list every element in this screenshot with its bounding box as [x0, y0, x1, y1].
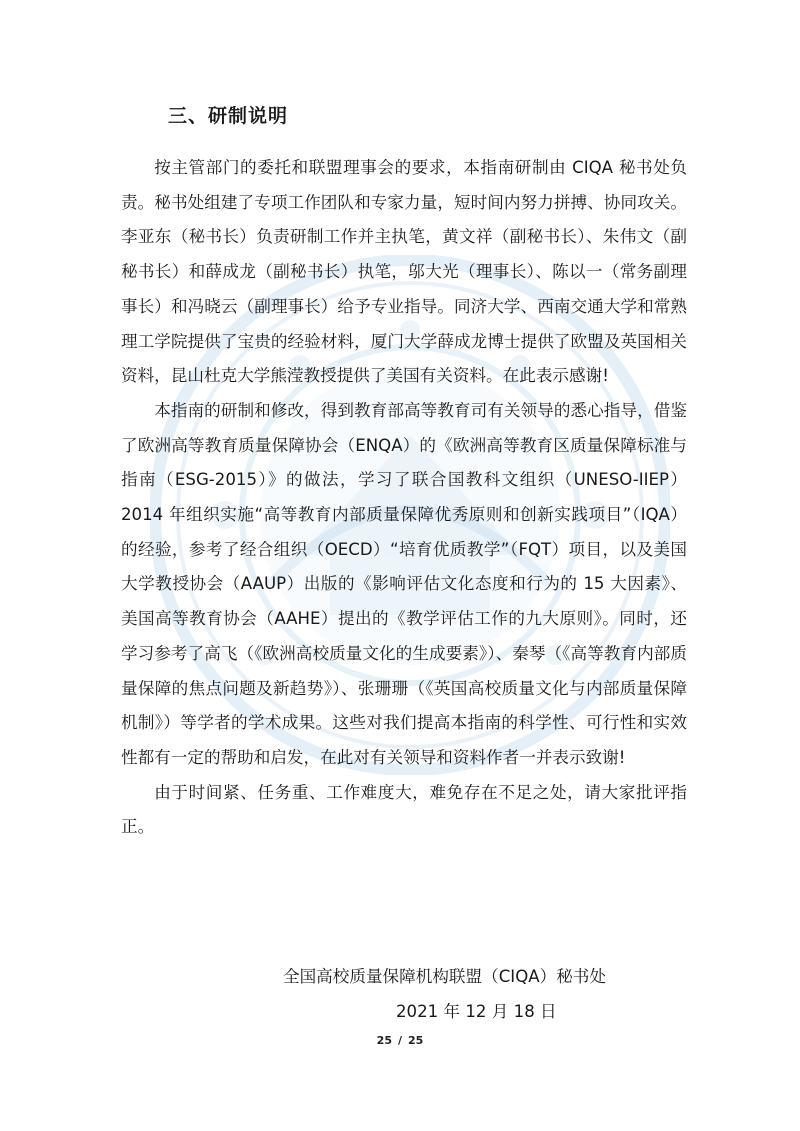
page-total: 25: [408, 1034, 424, 1047]
paragraph-closing: 由于时间紧、任务重、工作难度大，难免存在不足之处，请大家批评指正。: [121, 782, 687, 837]
body-text: [121, 151, 687, 845]
signature-organization: 全国高校质量保障机构联盟（CIQA）秘书处: [283, 967, 606, 986]
page-number: [0, 1034, 800, 1047]
paragraph-acknowledgement-references: 本指南的研制和修改，得到教育部高等教育司有关领导的悉心指导，借鉴了欧洲高等教育质量保障协会（ENQA）的《欧洲高等教育区质量保障标准与指南（ESG-2015）》的做法，学习了联合国教科文组织（UNESO-IIEP）2014 年组织实施“高等教育内部质量保障优秀原则和创新实践项目”（IQA）的经验，参考了经合组织（OECD）“培育优质教学”（FQT）项目，以及美国大学教授协会（AAUP）出版的《影响评估文化态度和行为的 15 大因素》、美国高等教育协会（AAHE）提出的《教学评估工作的九大原则》。同时，还学习参考了高飞（《欧洲高校质量文化的生成要素》）、秦琴（《高等教育内部质量保障的焦点问题及新趋势》）、张珊珊（《英国高校质量文化与内部质量保障机制》）等学者的学术成果。这些对我们提高本指南的科学性、可行性和实效性都有一定的帮助和启发，在此对有关领导和资料作者一并表示致谢!: [121, 400, 687, 767]
page-current: 25: [376, 1034, 392, 1047]
page-separator: /: [397, 1034, 403, 1047]
signature-date: 2021 年 12 月 18 日: [396, 1002, 557, 1021]
paragraph-acknowledgement-team: 按主管部门的委托和联盟理事会的要求，本指南研制由 CIQA 秘书处负责。秘书处组建了专项工作团队和专家力量，短时间内努力拼搏、协同攻关。李亚东（秘书长）负责研制工作并主执笔，黄文祥（副秘书长）、朱伟文（副秘书长）和薛成龙（副秘书长）执笔，邬大光（理事长）、陈以一（常务副理事长）和冯晓云（副理事长）给予专业指导。同济大学、西南交通大学和常熟理工学院提供了宝贵的经验材料，厦门大学薛成龙博士提供了欧盟及英国相关资料，昆山杜克大学熊滢教授提供了美国有关资料。在此表示感谢!: [121, 158, 687, 386]
section-heading: 三、研制说明: [168, 105, 289, 127]
